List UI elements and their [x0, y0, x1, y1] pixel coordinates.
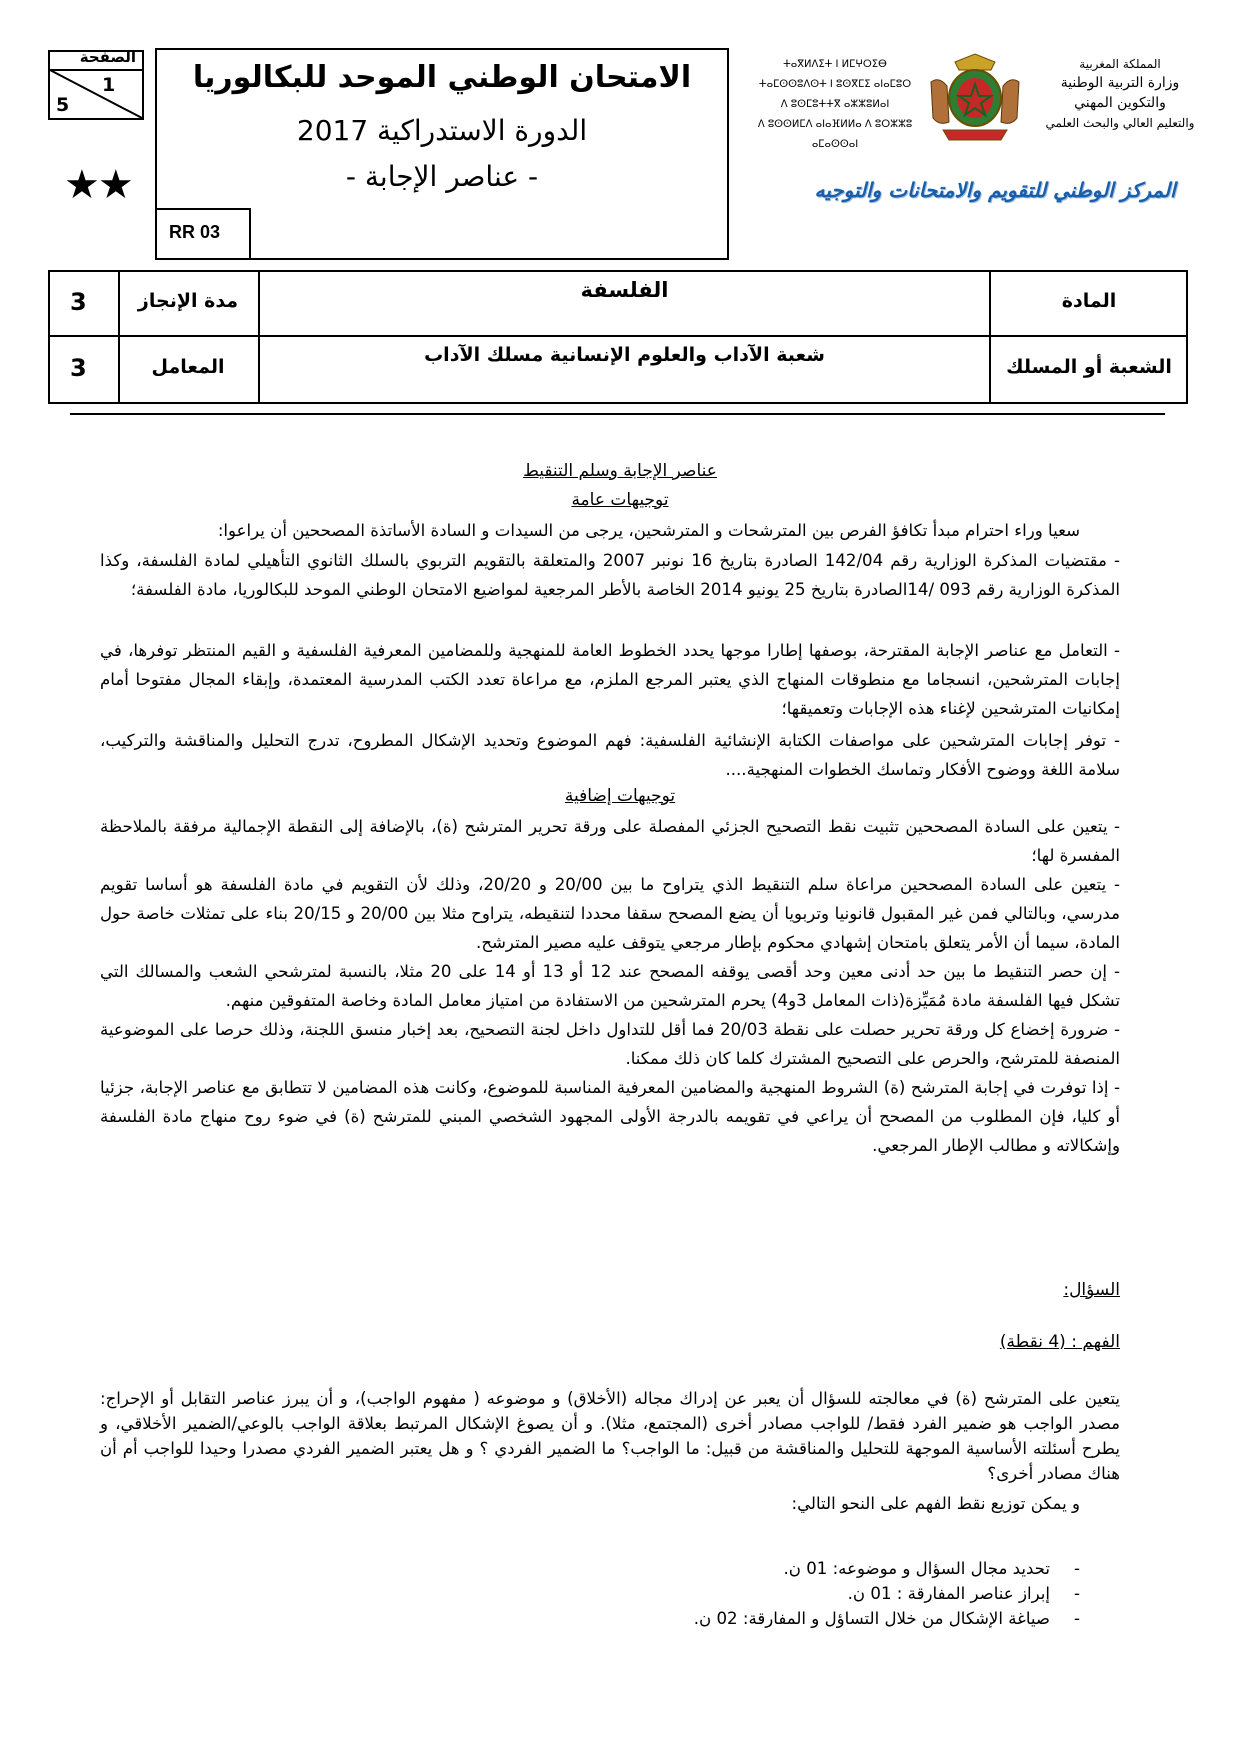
ministry-line-4: والتعليم العالي والبحث العلمي: [1045, 116, 1195, 130]
intro-paragraph: سعيا وراء احترام مبدأ تكافؤ الفرص بين المترشحات و المترشحين، يرجى من السيدات و السادة الأساتذة المصححين أن يراعوا:: [217, 521, 1080, 540]
general-item-2: - التعامل مع عناصر الإجابة المقترحة، بوصفها إطارا موجها يحدد الخطوط العامة للمنهجية وللمضامين المعرفية الفلسفية و القيم المنتظر توفرها، في إجابات المترشحين، انسجاما مع منطوقات المنهاج الذي يعتبر المرجع الملزم، مع مراعاة تعدد الكتب المدرسية المعتمدة، وإبقاء المجال مفتوحا أمام إمكانيات المترشحين لإغناء هذه الإجابات وتعميقها؛: [100, 641, 1120, 718]
additional-item-5: - إذا توفرت في إجابة المترشح (ة) الشروط المنهجية والمضامين المعرفية المناسبة للموضوع، وكانت هذه المضامين لا تتطابق مع عناصر الإجابة، جزئيا أو كليا، فإن المطلوب من المصحح أن يراعي في تقويمه بالدرجة الأولى المجهود الشخصي المبني للمترشح (ة) في ضوء روح منهاج مادة الفلسفة وإشكالاته و مطالب الإطار المرجعي.: [100, 1078, 1120, 1155]
distribution-item-1: تحديد مجال السؤال و موضوعه: 01 ن.: [783, 1559, 1050, 1578]
ministry-line-1: المملكة المغربية: [1079, 57, 1161, 71]
center-name: المركز الوطني للتقويم والامتحانات والتوجيه: [814, 178, 1176, 202]
info-table-row-divider: [50, 335, 1186, 337]
answer-heading: عناصر الإجابة وسلم التنقيط: [523, 461, 717, 481]
ministry-line-3: والتكوين المهني: [1074, 95, 1166, 111]
branch-value: شعبة الآداب والعلوم الإنسانية مسلك الآداب: [424, 344, 825, 366]
additional-item-3: - إن حصر التنقيط ما بين حد أدنى معين وحد أقصى يوقفه المصحح عند 12 أو 13 أو 14 على 20 مثلا، بالنسبة لمترشحي الشعب والمسالك التي تشكل فيها الفلسفة مادة مُمَيِّزة(ذات المعامل 3و4) يحرم المترشحين من الاستفادة من امتياز معامل المادة وخاصة المتفوقين منهم.: [100, 962, 1121, 1010]
ministry-line-2: وزارة التربية الوطنية: [1060, 75, 1180, 91]
page-current: 1: [102, 74, 116, 96]
distribution-item-2: إبراز عناصر المفارقة : 01 ن.: [847, 1584, 1050, 1603]
info-divider-2: [258, 272, 260, 402]
info-divider-3: [989, 272, 991, 402]
general-item-3: - توفر إجابات المترشحين على مواصفات الكتابة الإنشائية الفلسفية: فهم الموضوع وتحديد الإشكال المطروح، تدرج التحليل والمناقشة والتركيب، سلامة اللغة ووضوح الأفكار وتماسك الخطوات المنهجية....: [100, 731, 1120, 779]
ministry-tifinagh: [735, 55, 935, 155]
subject-label: المادة: [1061, 290, 1117, 312]
info-table: [48, 270, 1188, 404]
question-label: السؤال:: [1063, 1280, 1120, 1300]
distribution-item-3: صياغة الإشكال من خلال التساؤل و المفارقة: 02 ن.: [693, 1609, 1050, 1628]
moroccan-emblem-icon: [925, 52, 1025, 142]
additional-item-4: - ضرورة إخضاع كل ورقة تحرير حصلت على نقطة 20/03 فما أقل للتداول داخل لجنة التصحيح، بعد إخبار منسق اللجنة، وذلك حرصا على الموضوعية المنصفة للمترشح، والحرص على التصحيح المشترك كلما كان ذلك ممكنا.: [100, 1020, 1120, 1068]
header-separator: [70, 413, 1165, 415]
page-number-box: [48, 50, 144, 120]
duration-label: مدة الإنجاز: [137, 290, 239, 312]
understanding-paragraph: يتعين على المترشح (ة) في معالجته للسؤال أن يعبر عن إدراك مجاله (الأخلاق) و موضوعه ( مفهوم الواجب)، و أن يبرز عناصر التقابل أو الإحراج: مصدر الواجب هو ضمير الفرد فقط/ للواجب مصادر أخرى (المجتمع، مثلا). و أن يصوغ الإشكال المرتبط بعلاقة الواجب بالوعي/الضمير الأخلاقي، و يطرح أسئلته الأساسية الموجهة للتحليل والمناقشة من قبيل: ما الواجب؟ ما الضمير الفردي ؟ و هل يعتبر الضمير الفردي مصدرا وحيدا للواجب أم أن هناك مصادر أخرى؟: [100, 1389, 1120, 1483]
page-total: 5: [56, 94, 70, 116]
general-item-1: - مقتضيات المذكرة الوزارية رقم 142/04 الصادرة بتاريخ 16 نونبر 2007 والمتعلقة بالتقويم التربوي بالسلك الثانوي التأهيلي لمادة الفلسفة، وكذا المذكرة الوزارية رقم 093 /14الصادرة بتاريخ 25 يونيو 2014 الخاصة بالأطر المرجعية لمواضيع الامتحان الوطني الموحد للبكالوريا، مادة الفلسفة؛: [100, 551, 1120, 599]
list-item: -صياغة الإشكال من خلال التساؤل و المفارقة: 02 ن.: [693, 1609, 1080, 1628]
exam-session: الدورة الاستدراكية 2017: [296, 114, 588, 147]
coefficient-label: المعامل: [151, 356, 225, 378]
additional-guidelines-heading: توجيهات إضافية: [564, 786, 676, 806]
difficulty-stars: ★★: [64, 162, 132, 208]
list-item: -إبراز عناصر المفارقة : 01 ن.: [847, 1584, 1080, 1603]
tifinagh-line-4: ⴷ ⵓⵙⵙⵍⵎⴷ ⴰⵏⴰⴼⵍⵍⴰ ⴷ ⵓⵔⵣⵣⵓ ⴰⵎⴰⵙⵙⴰⵏ: [757, 119, 913, 150]
exam-code: RR 03: [169, 222, 221, 242]
tifinagh-line-1: ⵜⴰⴳⵍⴷⵉⵜ ⵏ ⵍⵎⵖⵔⵉⴱ: [783, 59, 887, 70]
duration-value: 3: [70, 288, 87, 316]
additional-item-1: - يتعين على السادة المصححين تثبيت نقط التصحيح الجزئي المفصلة على ورقة تحرير المترشح (ة)، بالإضافة إلى النقطة الإجمالية مرفقة بالملاحظة المفسرة لها؛: [100, 817, 1120, 865]
general-guidelines-heading: توجيهات عامة: [571, 490, 669, 510]
tifinagh-line-2: ⵜⴰⵎⵙⵙⵓⴷⵙⵜ ⵏ ⵓⵙⴳⵎⵉ ⴰⵏⴰⵎⵓⵔ: [758, 79, 912, 90]
understanding-label: الفهم : (4 نقطة): [999, 1332, 1120, 1352]
exam-title: الامتحان الوطني الموحد للبكالوريا: [192, 60, 692, 95]
branch-label: الشعبة أو المسلك: [1006, 356, 1172, 378]
tifinagh-line-3: ⴷ ⵓⵙⵎⵓⵜⵜⴳ ⴰⵣⵣⵓⵍⴰⵏ: [780, 99, 890, 110]
coefficient-value: 3: [70, 354, 87, 382]
exam-subtitle: - عناصر الإجابة -: [345, 160, 539, 193]
distribution-list: [500, 1556, 1080, 1631]
list-item: -تحديد مجال السؤال و موضوعه: 01 ن.: [783, 1559, 1080, 1578]
exam-code-box: [155, 208, 251, 260]
additional-item-2: - يتعين على السادة المصححين مراعاة سلم التنقيط الذي يتراوح ما بين 20/00 و 20/20، وذلك لأن التقويم في مادة الفلسفة هو أساسا تقويم مدرسي، وبالتالي فمن غير المقبول قانونيا وتربويا أن يضع المصحح سقفا محددا لتنقيطه، يتراوح مثلا بين 20/00 و 20/15 بناء على تمثلات خاصة حول المادة، سيما أن الأمر يتعلق بامتحان إشهادي محكوم بإطار مرجعي يتوقف عليه مصير المترشح.: [100, 875, 1120, 952]
page-label: الصفحة: [79, 48, 136, 66]
subject-value: الفلسفة: [580, 278, 669, 302]
distribution-intro: و يمكن توزيع نقط الفهم على النحو التالي:: [791, 1494, 1080, 1513]
ministry-arabic: [1030, 55, 1210, 133]
